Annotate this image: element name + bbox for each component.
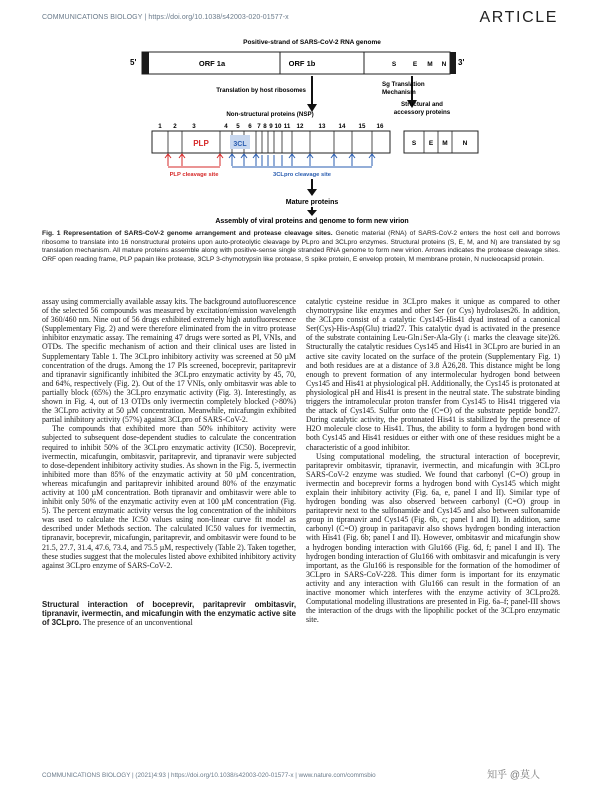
nsp-number: 14 bbox=[338, 123, 346, 130]
nsp-number: 12 bbox=[296, 123, 304, 130]
nsp-number: 11 bbox=[283, 123, 291, 130]
gene-s-label: S bbox=[391, 61, 397, 68]
nsp-number: 1 bbox=[158, 123, 162, 130]
clpro-label: 3CL bbox=[233, 141, 247, 148]
plp-cleavage-arrows bbox=[165, 154, 223, 166]
sg-label-2: Mechanism bbox=[382, 89, 416, 96]
nsp-number: 7 bbox=[257, 123, 261, 130]
journal-header: COMMUNICATIONS BIOLOGY | https://doi.org/10.1038/s42003-020-01577-x bbox=[42, 14, 289, 21]
gene-m-label: M bbox=[427, 61, 433, 68]
left-column bbox=[42, 297, 296, 627]
right-paragraph-2: Using computational modeling, the structural interaction of boceprevir, paritaprevir ombitasvir, tipranavir, ivermectin, and micafungin with 3CLpro SARS-CoV-2 enzyme was studied. We found that carbonyl (C=O) group in ivermectin and boceprevir forms a hydrogen bond with Cys145 which might explain their inhibitory activity (Fig. 6a, e, panel I and II). Similar type of hydrogen bonding was also observed between carbonyl (C=O) group in paritaprevir next to the sulfonamide and Cys145 and also between sulfonamide group in tipranavir and Cys145 (Fig. 6b, c; panel I and II). In addition, same carbonyl (C=O) group in paritapavir also shows hydrogen bonding interaction with His41 (Fig. 6b; panel I and II). However, ombitasvir and micafungin show a hydrogen bonding interaction with Glu166 (Fig. 6d, f; panel I and II). The hydrogen bonding interaction of Glu166 with ombitasvir and micafungin is very important, as the Glu166 is responsible for the formation of the homodimer of 3CLpro in SARS-CoV-228. This dimer form is important for its enzymatic activity and any interaction with Glu166 can result in the formation of an inactive monomer which interferes with the enzyme activity of 3CLpro28. Computational modeling illustrations are presented in Fig. 6a–f; panel-III shows the interaction of the drugs with the lipophilic pocket of the 3CLpro enzymatic site. bbox=[306, 451, 560, 625]
genome-figure bbox=[42, 36, 560, 224]
nsp-bar bbox=[152, 131, 390, 153]
three-prime-label: 3' bbox=[458, 58, 465, 67]
plp-label: PLP bbox=[193, 139, 209, 148]
protein-s: S bbox=[411, 140, 417, 147]
genome-title: Positive-strand of SARS-CoV-2 RNA genome bbox=[243, 39, 381, 46]
nsp-number: 3 bbox=[192, 123, 196, 130]
nsp-number: 5 bbox=[236, 123, 240, 130]
nsp-number: 15 bbox=[358, 123, 366, 130]
clpro-site-label: 3CLpro cleavage site bbox=[273, 172, 331, 178]
section-label: ARTICLE bbox=[479, 9, 558, 26]
ribosome-label: Translation by host ribosomes bbox=[216, 87, 306, 94]
nsp-number: 13 bbox=[318, 123, 326, 130]
left-paragraph-1: assay using commercially available assay kits. The background autofluorescence of the selected 56 compounds was measured by excitation/emission wavelength of 360/460 nm. Nine out of 56 drugs exhibited extremely high autofluorescence (Supplementary Fig. 2) and were therefore eliminated from the in vitro protease inhibitor enzymatic assay. The remaining 47 drugs were sorted as PI, VNIs, and OTDs. The specific mechanism of action and their clinical uses are listed in Supplementary Table 1. The 3CLpro inhibitory activity was screened at 50 µM concentration of the drugs. Among the 17 PIs screened, boceprevir, paritaprevir and tipranavir significantly inhibited the 3CLpro enzymatic activity by 45, 70, and 64%, respectively (Fig. 2). Out of the 17 VNIs, only ombitasvir was able to partially block (65%) the 3CLpro enzymatic activity (Fig. 3). Interestingly, as shown in Fig. 4, out of 13 OTDs only ivermectin completely blocked (>80%) the 3CLpro activity at 50 µM concentration. Meanwhile, micafungin exhibited partial inhibitory activity (57%) against 3CLpro of SARS-CoV-2. bbox=[42, 297, 296, 425]
section-heading: Structural interaction of boceprevir, paritaprevir ombitasvir, tipranavir, ivermectin, and micafungin with the enzymatic active site of 3CLpro. bbox=[42, 599, 296, 627]
section-heading-paragraph bbox=[42, 600, 296, 627]
orf1a-label: ORF 1a bbox=[198, 59, 226, 68]
sg-label-1: Sg Translation bbox=[382, 81, 425, 88]
figure-caption bbox=[42, 230, 560, 264]
nsp-number: 6 bbox=[248, 123, 252, 130]
assembly-label: Assembly of viral proteins and genome to form new virion bbox=[215, 218, 409, 224]
nsp-number: 8 bbox=[263, 123, 267, 130]
structural-title-1: Structural and bbox=[401, 101, 443, 108]
nsp-number: 16 bbox=[376, 123, 384, 130]
gene-n-label: N bbox=[441, 61, 447, 68]
protein-e: E bbox=[428, 140, 434, 147]
five-prime-block bbox=[142, 52, 149, 74]
nsp-number: 4 bbox=[224, 123, 228, 130]
nsp-number: 9 bbox=[269, 123, 273, 130]
five-prime-label: 5' bbox=[130, 58, 137, 67]
section-heading-tail: The presence of an unconventional bbox=[81, 618, 193, 627]
page-footer: COMMUNICATIONS BIOLOGY | (2021)4:93 | https://doi.org/10.1038/s42003-020-01577-x | www.nature.com/commsbio bbox=[42, 772, 376, 779]
plp-site-label: PLP cleavage site bbox=[169, 172, 219, 178]
nsp-numbers bbox=[158, 123, 384, 130]
gene-e-label: E bbox=[412, 61, 418, 68]
nsp-number: 10 bbox=[274, 123, 282, 130]
structural-title-2: accessory proteins bbox=[393, 109, 451, 116]
orf1b-label: ORF 1b bbox=[288, 59, 316, 68]
watermark: 知乎 @莫人 bbox=[487, 770, 540, 781]
protein-n: N bbox=[462, 140, 468, 147]
caption-label: Fig. 1 Representation of SARS-CoV-2 genome arrangement and protease cleavage sites. bbox=[42, 230, 333, 237]
clpro-cleavage-arrows bbox=[229, 154, 375, 166]
caption-text: Genetic material (RNA) of SARS-CoV-2 enters the host cell and borrows ribosome to translate into 16 nonstructural proteins upon auto-proteolytic cleavage by PLpro and 3CLpro enzymes. Structural proteins (S, E, M, and N) are translated by sg translation mechanism. All mature proteins assemble along with positive-sense single stranded RNA genome to form new virion. Arrows indicates the protease cleavage sites. ORF open reading frame, PLP papain like protease, 3CLP 3-chymotrypsin like protease, S spike protein, E envelop protein, M membrane protein, N nucleocapsid protein. bbox=[42, 230, 560, 263]
nsp-title: Non-structural proteins (NSP) bbox=[226, 111, 314, 118]
protein-m: M bbox=[442, 140, 448, 147]
right-paragraph-1: catalytic cysteine residue in 3CLpro makes it unique as compared to other chymotrypsine like enzymes and other Ser (or Cys) hydrolases26. In addition, the 3CLpro consist of a catalytic Cys145-His41 dyad instead of a canonical Ser(Cys)-His-Asp(Glu) triad27. This catalytic dyad is activated in the presence of the substrate containing Leu-Gln↓Ser-Ala-Gly (↓ marks the cleavage site)26. Structurally the catalytic residues Cys145 and His41 in 3CLpro are buried in an active site cavity located on the surface of the protein (Supplementary Fig. 1) and both residues are at a distance of 3.8 Å26,28. This distance might be long enough to prevent formation of any intermolecular hydrogen bond between Cys145 and His41 at physiological pH. Additionally, the Cys145 is protonated at physiological pH and His41 is present in the neutral state. The substrate binding triggers the intramolecular proton transfer from Cys145 to His41 triggered via the attack of Cys145. Sulfur onto the (C=O) of the substrate peptide bond27. During catalytic activity, the protonated His41 is stabilized by the presence of H2O molecule close to His41. Thus, the ability to form a hydrogen bond with both Cys145 and His41 residues or either with one of these residues might be a characteristic of a good inhibitor. bbox=[306, 297, 560, 452]
left-paragraph-2: The compounds that exhibited more than 50% inhibitory activity were subjected to subsequent dose-dependent studies to calculate the concentration required to inhibit 50% of the 3CLpro enzymatic activity (IC50). Boceprevir, ivermectin, micafungin, ombitasvir, paritaprevir, and tipranavir were subjected to dose-dependent inhibitory activity studies. As shown in the Fig. 5, ivermectin inhibited more than 85% of the enzymatic activity at 50 µM concentration, whereas micafungin and paritaprevir inhibited around 80% of the enzymatic activity at 100 µM concentration. Both tipranavir and ombitasvir were able to inhibit only 50% of the enzymatic activity even at 100 µM concentration (Fig. 5). The percent enzymatic activity versus the log concentration of the inhibitors was used to calculate the IC50 values using non-linear curve fit model as described under Methods section. The calculated IC50 values for ivermectin, tipranavir, boceprevir, micafungin, paritaprevir, and ombitasvir were found to be 21.5, 27.7, 31.4, 47.6, 73.4, and 75.5 µM, respectively (Table 2). Taken together, these studies suggest that the molecules listed above exhibited inhibitory activity against 3CLpro enzyme of SARS-CoV-2. bbox=[42, 424, 296, 570]
right-column bbox=[306, 297, 560, 624]
nsp-number: 2 bbox=[173, 123, 177, 130]
mature-label: Mature proteins bbox=[285, 199, 339, 206]
